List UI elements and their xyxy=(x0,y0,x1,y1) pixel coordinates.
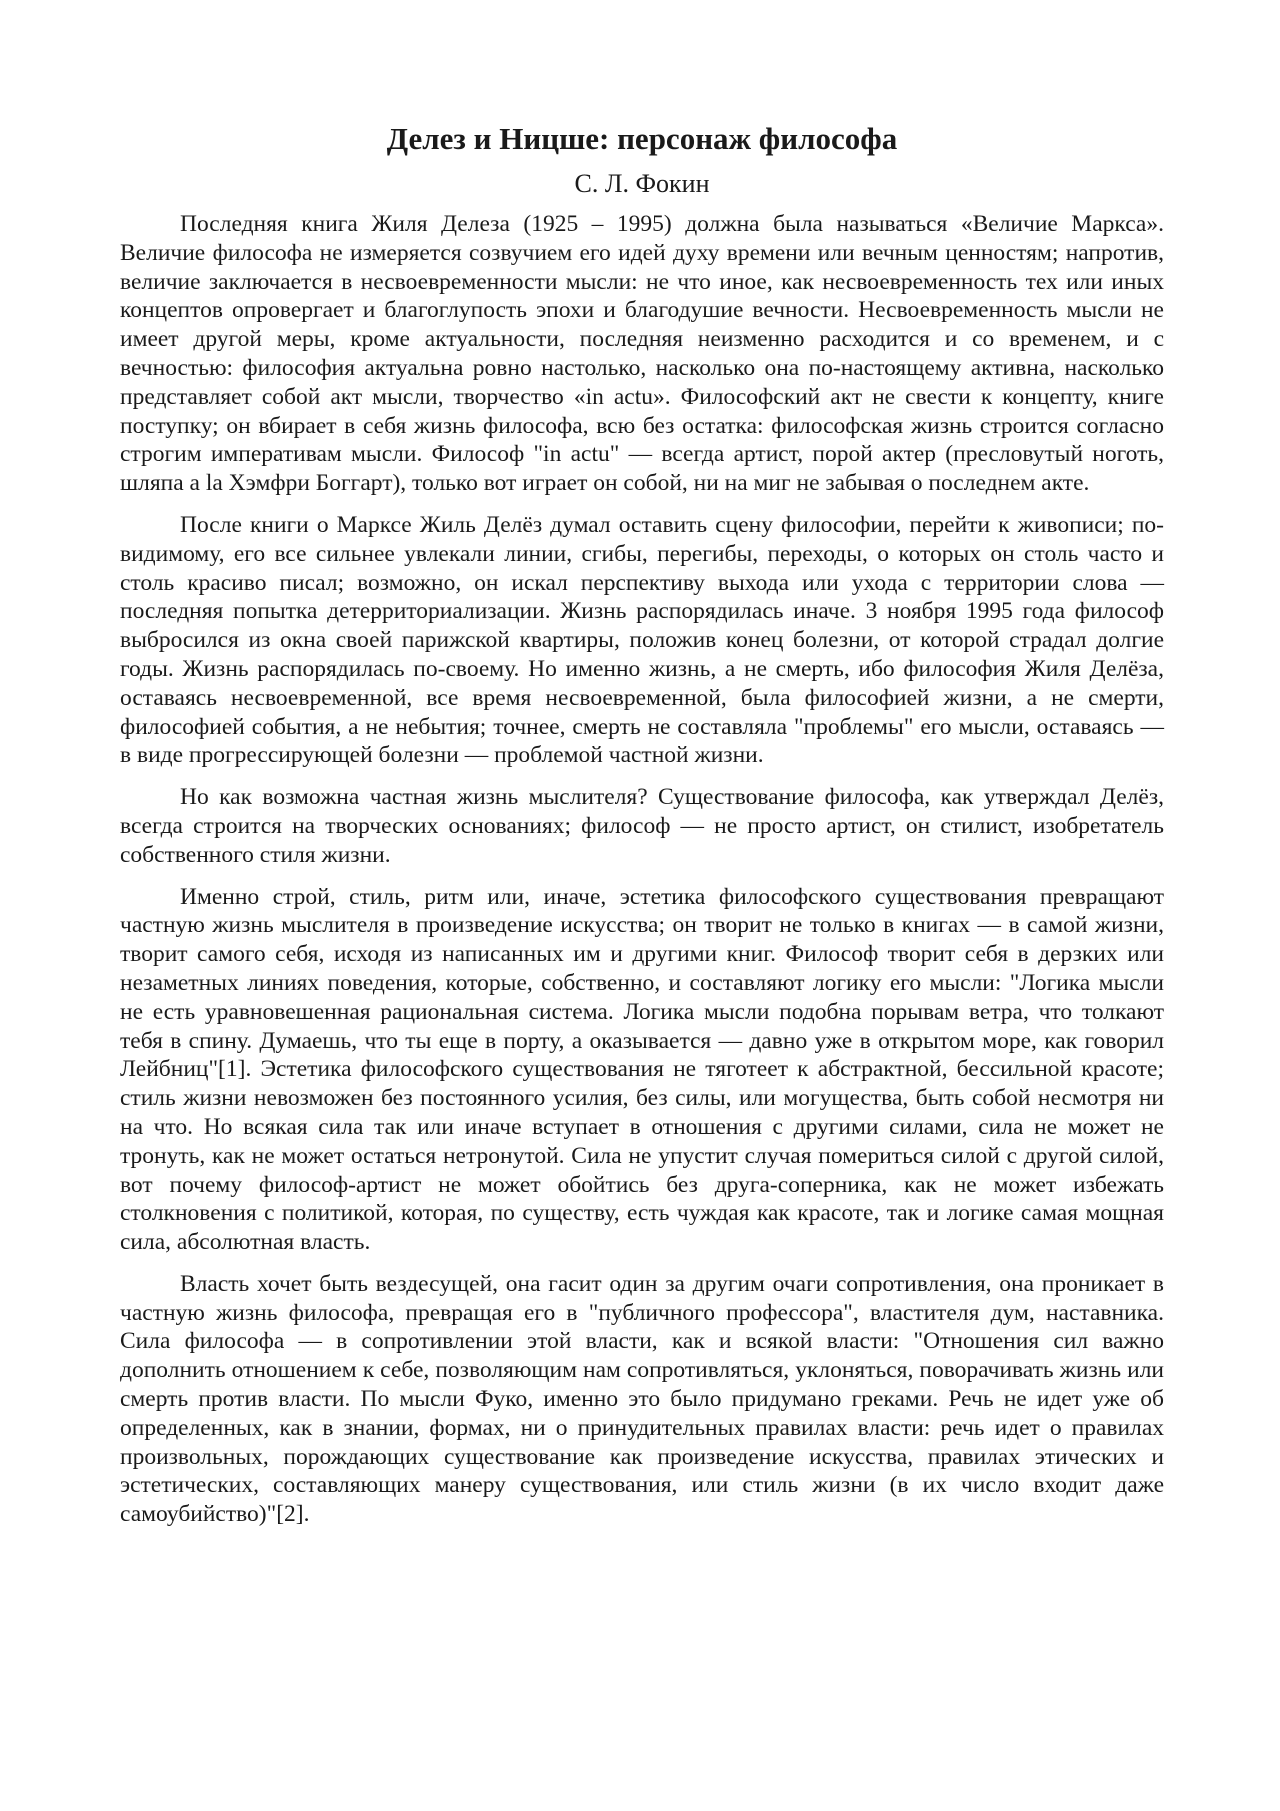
author-name: С. Л. Фокин xyxy=(574,169,710,198)
page-title: Делез и Ницше: персонаж философа xyxy=(386,121,898,156)
paragraph: Именно строй, стиль, ритм или, иначе, эстетика философского существования превращают частную жизнь мыслителя в произведение искусства; он творит не только в книгах — в самой жизни, творит самого себя, исходя из написанных им и другими книг. Философ творит себя в дерзких или незаметных линиях поведения, которые, собственно, и составляют логику его мысли: "Логика мысли не есть уравновешенная рациональная система. Логика мысли подобна порывам ветра, что толкают тебя в спину. Думаешь, что ты еще в порту, а оказывается — давно уже в открытом море, как говорил Лейбниц"[1]. Эстетика философского существования не тяготеет к абстрактной, бессильной красоте; стиль жизни невозможен без постоянного усилия, без силы, или могущества, быть собой несмотря ни на что. Но всякая сила так или иначе вступает в отношения с другими силами, сила не может не тронуть, как не может остаться нетронутой. Сила не упустит случая помериться силой с другой силой, вот почему философ-артист не может обойтись без друга-соперника, как не может избежать столкновения с политикой, которая, по существу, есть чуждая как красоте, так и логике самая мощная сила, абсолютная власть. xyxy=(120,883,1164,1256)
document-page xyxy=(120,118,1164,1542)
paragraph: После книги о Марксе Жиль Делёз думал оставить сцену философии, перейти к живописи; по-видимому, его все сильнее увлекали линии, сгибы, перегибы, переходы, о которых он столь часто и столь красиво писал; возможно, он искал перспективу выхода или ухода с территории слова — последняя попытка детерриториализации. Жизнь распорядилась иначе. 3 ноября 1995 года философ выбросился из окна своей парижской квартиры, положив конец болезни, от которой страдал долгие годы. Жизнь распорядилась по-своему. Но именно жизнь, а не смерть, ибо философия Жиля Делёза, оставаясь несвоевременной, все время несвоевременной, была философией жизни, а не смерти, философией события, а не небытия; точнее, смерть не составляла "проблемы" его мысли, оставаясь — в виде прогрессирующей болезни — проблемой частной жизни. xyxy=(120,511,1164,769)
paragraph: Но как возможна частная жизнь мыслителя? Существование философа, как утверждал Делёз, всегда строится на творческих основаниях; философ — не просто артист, он стилист, изобретатель собственного стиля жизни. xyxy=(120,784,1164,868)
paragraph: Последняя книга Жиля Делеза (1925 – 1995) должна была называться «Величие Маркса». Величие философа не измеряется созвучием его идей духу времени или вечным ценностям; напротив, величие заключается в несвоевременности мысли: не что иное, как несвоевременность тех или иных концептов опровергает и благоглупость эпохи и благодушие вечности. Несвоевременность мысли не имеет другой меры, кроме актуальности, последняя неизменно расходится и со временем, и с вечностью: философия актуальна ровно настолько, насколько она по-настоящему активна, насколько представляет собой акт мысли, творчество «in actu». Философский акт не свести к концепту, книге поступку; он вбирает в себя жизнь философа, всю без остатка: философская жизнь строится согласно строгим императивам мысли. Философ "in actu" — всегда артист, порой актер (пресловутый ноготь, шляпа а la Хэмфри Боггарт), только вот играет он собой, ни на миг не забывая о последнем акте. xyxy=(120,211,1164,497)
paragraph: Власть хочет быть вездесущей, она гасит один за другим очаги сопротивления, она проникает в частную жизнь философа, превращая его в "публичного профессора", властителя дум, наставника. Сила философа — в сопротивлении этой власти, как и всякой власти: "Отношения сил важно дополнить отношением к себе, позволяющим нам сопротивляться, уклоняться, поворачивать жизнь или смерть против власти. По мысли Фуко, именно это было придумано греками. Речь не идет уже об определенных, как в знании, формах, ни о принудительных правилах власти: речь идет о правилах произвольных, порождающих существование как произведение искусства, правилах этических и эстетических, составляющих манеру существования, или стиль жизни (в их число входит даже самоубийство)"[2]. xyxy=(120,1270,1164,1528)
